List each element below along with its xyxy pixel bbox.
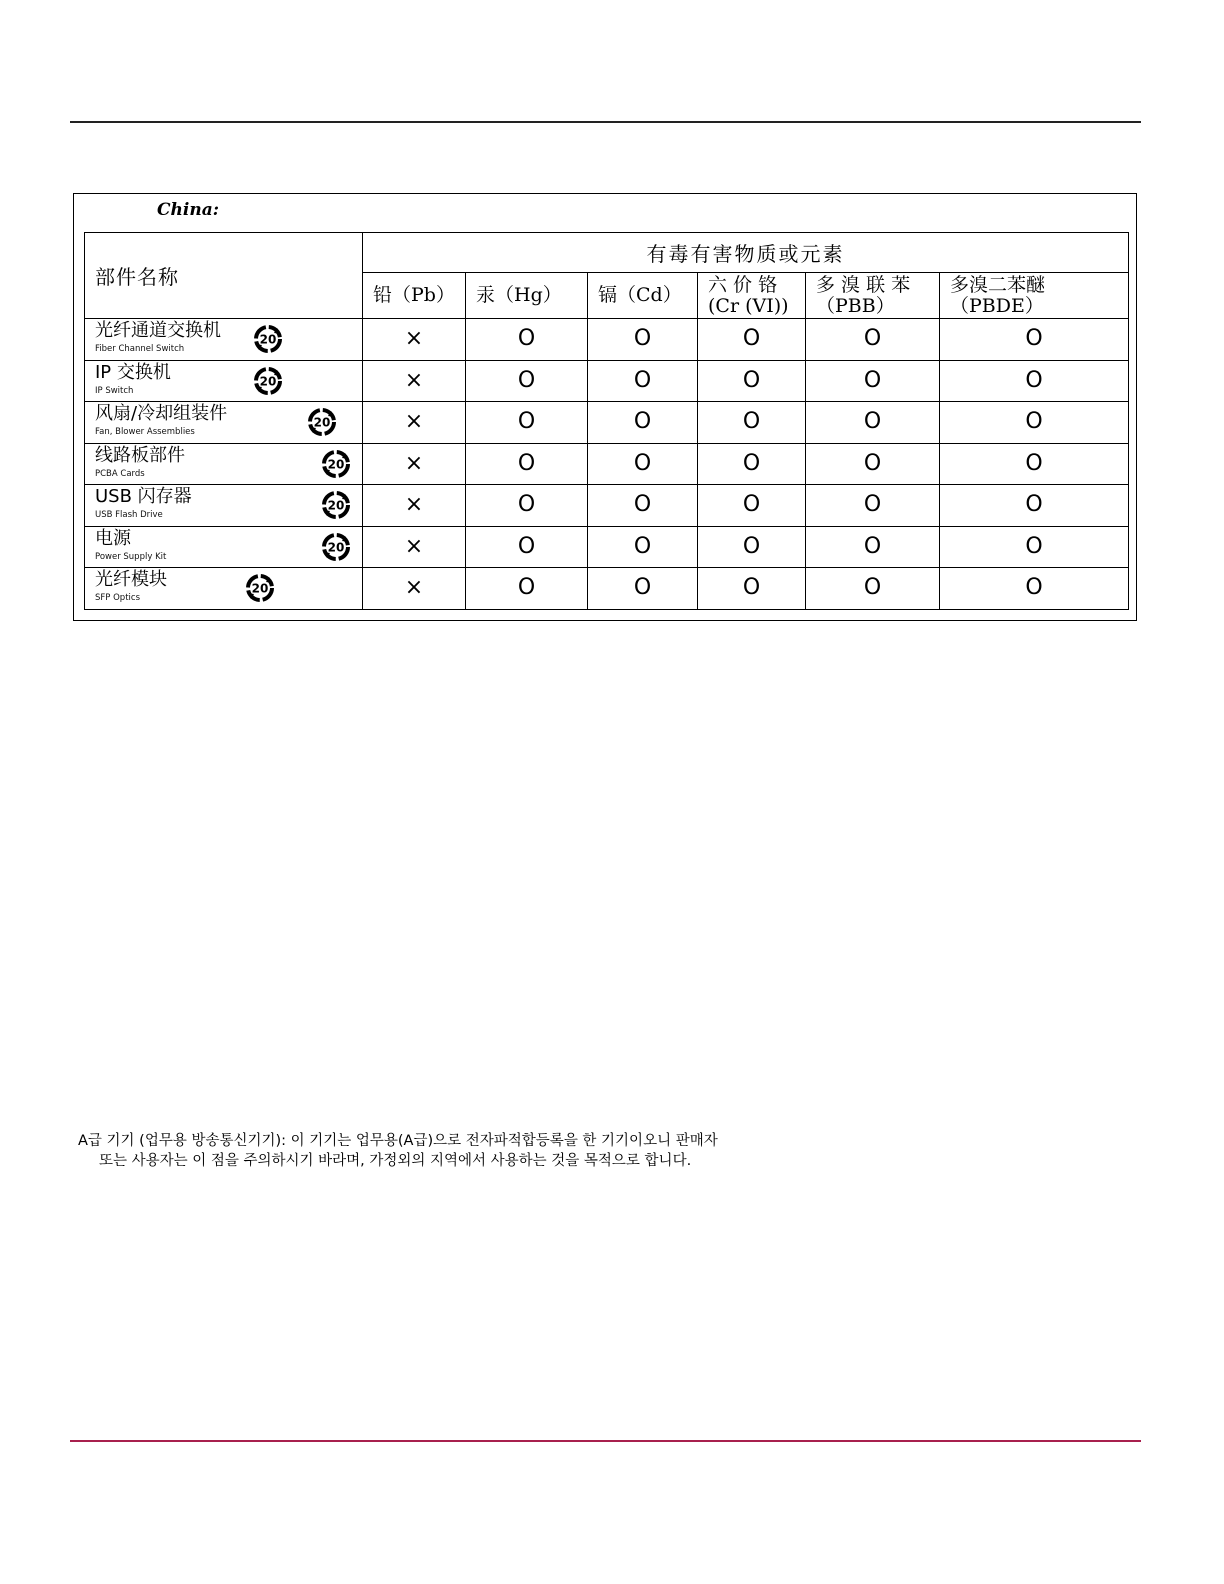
hazardous-substances-table (84, 232, 1129, 610)
contains-mark: × (363, 360, 466, 402)
free-mark: O (940, 360, 1129, 402)
table-row (85, 402, 1129, 444)
efup-20-recycle-icon (253, 366, 283, 396)
substance-header (588, 273, 698, 319)
substance-header (806, 273, 940, 319)
eco-label: 20 (251, 581, 269, 596)
free-mark: O (806, 485, 940, 527)
table-row (85, 319, 1129, 361)
free-mark: O (940, 319, 1129, 361)
free-mark: O (806, 319, 940, 361)
part-name-cn: 光纤模块 (95, 569, 167, 590)
eco-label: 20 (259, 332, 277, 347)
china-rohs-section (73, 193, 1137, 621)
free-mark: O (466, 526, 588, 568)
part-name-en: SFP Optics (95, 593, 140, 603)
free-mark: O (698, 485, 806, 527)
eco-label: 20 (327, 498, 345, 513)
part-name-en: IP Switch (95, 385, 134, 396)
free-mark: O (940, 443, 1129, 485)
free-mark: O (806, 568, 940, 610)
part-name-cn: USB 闪存器 (95, 486, 192, 507)
part-name-en: PCBA Cards (95, 468, 145, 479)
part-name-cell (85, 443, 363, 485)
china-label: China: (157, 200, 219, 220)
free-mark: O (940, 485, 1129, 527)
free-mark: O (466, 485, 588, 527)
part-name-cell (85, 360, 363, 402)
free-mark: O (698, 526, 806, 568)
efup-20-recycle-icon (245, 573, 275, 603)
free-mark: O (588, 360, 698, 402)
contains-mark: × (363, 402, 466, 444)
table-row (85, 526, 1129, 568)
part-name-cell (85, 568, 363, 610)
efup-20-recycle-icon (321, 532, 351, 562)
free-mark: O (466, 443, 588, 485)
part-name-cn: 光纤通道交换机 (95, 320, 221, 341)
table-row (85, 360, 1129, 402)
efup-20-recycle-icon (253, 324, 283, 354)
free-mark: O (466, 568, 588, 610)
korea-notice-line-2: 또는 사용자는 이 점을 주의하시기 바라며, 가정외의 지역에서 사용하는 것을 목적으로 합니다. (99, 1153, 692, 1169)
free-mark: O (940, 568, 1129, 610)
eco-label: 20 (313, 415, 331, 430)
free-mark: O (588, 443, 698, 485)
free-mark: O (588, 568, 698, 610)
substance-name: 多 溴 联 苯 (816, 273, 911, 296)
part-name-cn: 电源 (95, 527, 131, 549)
substance-symbol: （PBDE） (950, 294, 1044, 317)
part-name-en: Fiber Channel Switch (95, 344, 185, 354)
contains-mark: × (363, 526, 466, 568)
substance-header (466, 273, 588, 319)
free-mark: O (466, 360, 588, 402)
part-name-en: Power Supply Kit (95, 551, 167, 562)
part-name-cn: IP 交换机 (95, 361, 171, 383)
contains-mark: × (363, 319, 466, 361)
free-mark: O (588, 485, 698, 527)
free-mark: O (806, 360, 940, 402)
eco-label: 20 (327, 540, 345, 554)
part-name-en: USB Flash Drive (95, 510, 163, 520)
eco-label: 20 (259, 374, 277, 388)
substance-name: 六 价 铬 (708, 273, 778, 296)
free-mark: O (698, 360, 806, 402)
part-name-cell (85, 402, 363, 444)
contains-mark: × (363, 568, 466, 610)
part-name-header: 部件名称 (85, 233, 363, 319)
free-mark: O (698, 568, 806, 610)
free-mark: O (698, 443, 806, 485)
contains-mark: × (363, 443, 466, 485)
substance-name: 镉（Cd） (598, 284, 682, 306)
free-mark: O (806, 526, 940, 568)
substance-name: 铅（Pb） (373, 284, 455, 306)
efup-20-recycle-icon (307, 407, 337, 437)
eco-label: 20 (327, 457, 345, 471)
part-name-en: Fan, Blower Assemblies (95, 427, 195, 437)
footer-rule (70, 1440, 1141, 1442)
contains-mark: × (363, 485, 466, 527)
korea-notice-line-1: A급 기기 (업무용 방송통신기기): 이 기기는 업무용(A급)으로 전자파적합등록을 한 기기이오니 판매자 (78, 1133, 718, 1149)
free-mark: O (698, 319, 806, 361)
free-mark: O (806, 402, 940, 444)
table-row (85, 485, 1129, 527)
part-name-cell (85, 526, 363, 568)
substance-header (698, 273, 806, 319)
part-name-cn: 风扇/冷却组装件 (95, 403, 228, 424)
efup-20-recycle-icon (321, 490, 351, 520)
free-mark: O (466, 319, 588, 361)
free-mark: O (806, 443, 940, 485)
toxic-substances-header: 有毒有害物质或元素 (363, 233, 1129, 273)
substance-name: 多溴二苯醚 (950, 273, 1046, 296)
efup-20-recycle-icon (321, 449, 351, 479)
header-rule (70, 121, 1141, 123)
table-row (85, 568, 1129, 610)
free-mark: O (588, 526, 698, 568)
substance-name: 汞（Hg） (476, 284, 562, 306)
free-mark: O (588, 319, 698, 361)
free-mark: O (588, 402, 698, 444)
part-name-cell (85, 319, 363, 361)
free-mark: O (940, 402, 1129, 444)
part-name-cell (85, 485, 363, 527)
substance-symbol: （PBB） (816, 294, 895, 317)
korea-class-a-notice (78, 1131, 718, 1171)
substance-header (940, 273, 1129, 319)
substance-symbol: (Cr (VI)) (708, 294, 789, 317)
substance-header (363, 273, 466, 319)
table-row (85, 443, 1129, 485)
free-mark: O (466, 402, 588, 444)
free-mark: O (698, 402, 806, 444)
free-mark: O (940, 526, 1129, 568)
part-name-cn: 线路板部件 (95, 444, 185, 466)
